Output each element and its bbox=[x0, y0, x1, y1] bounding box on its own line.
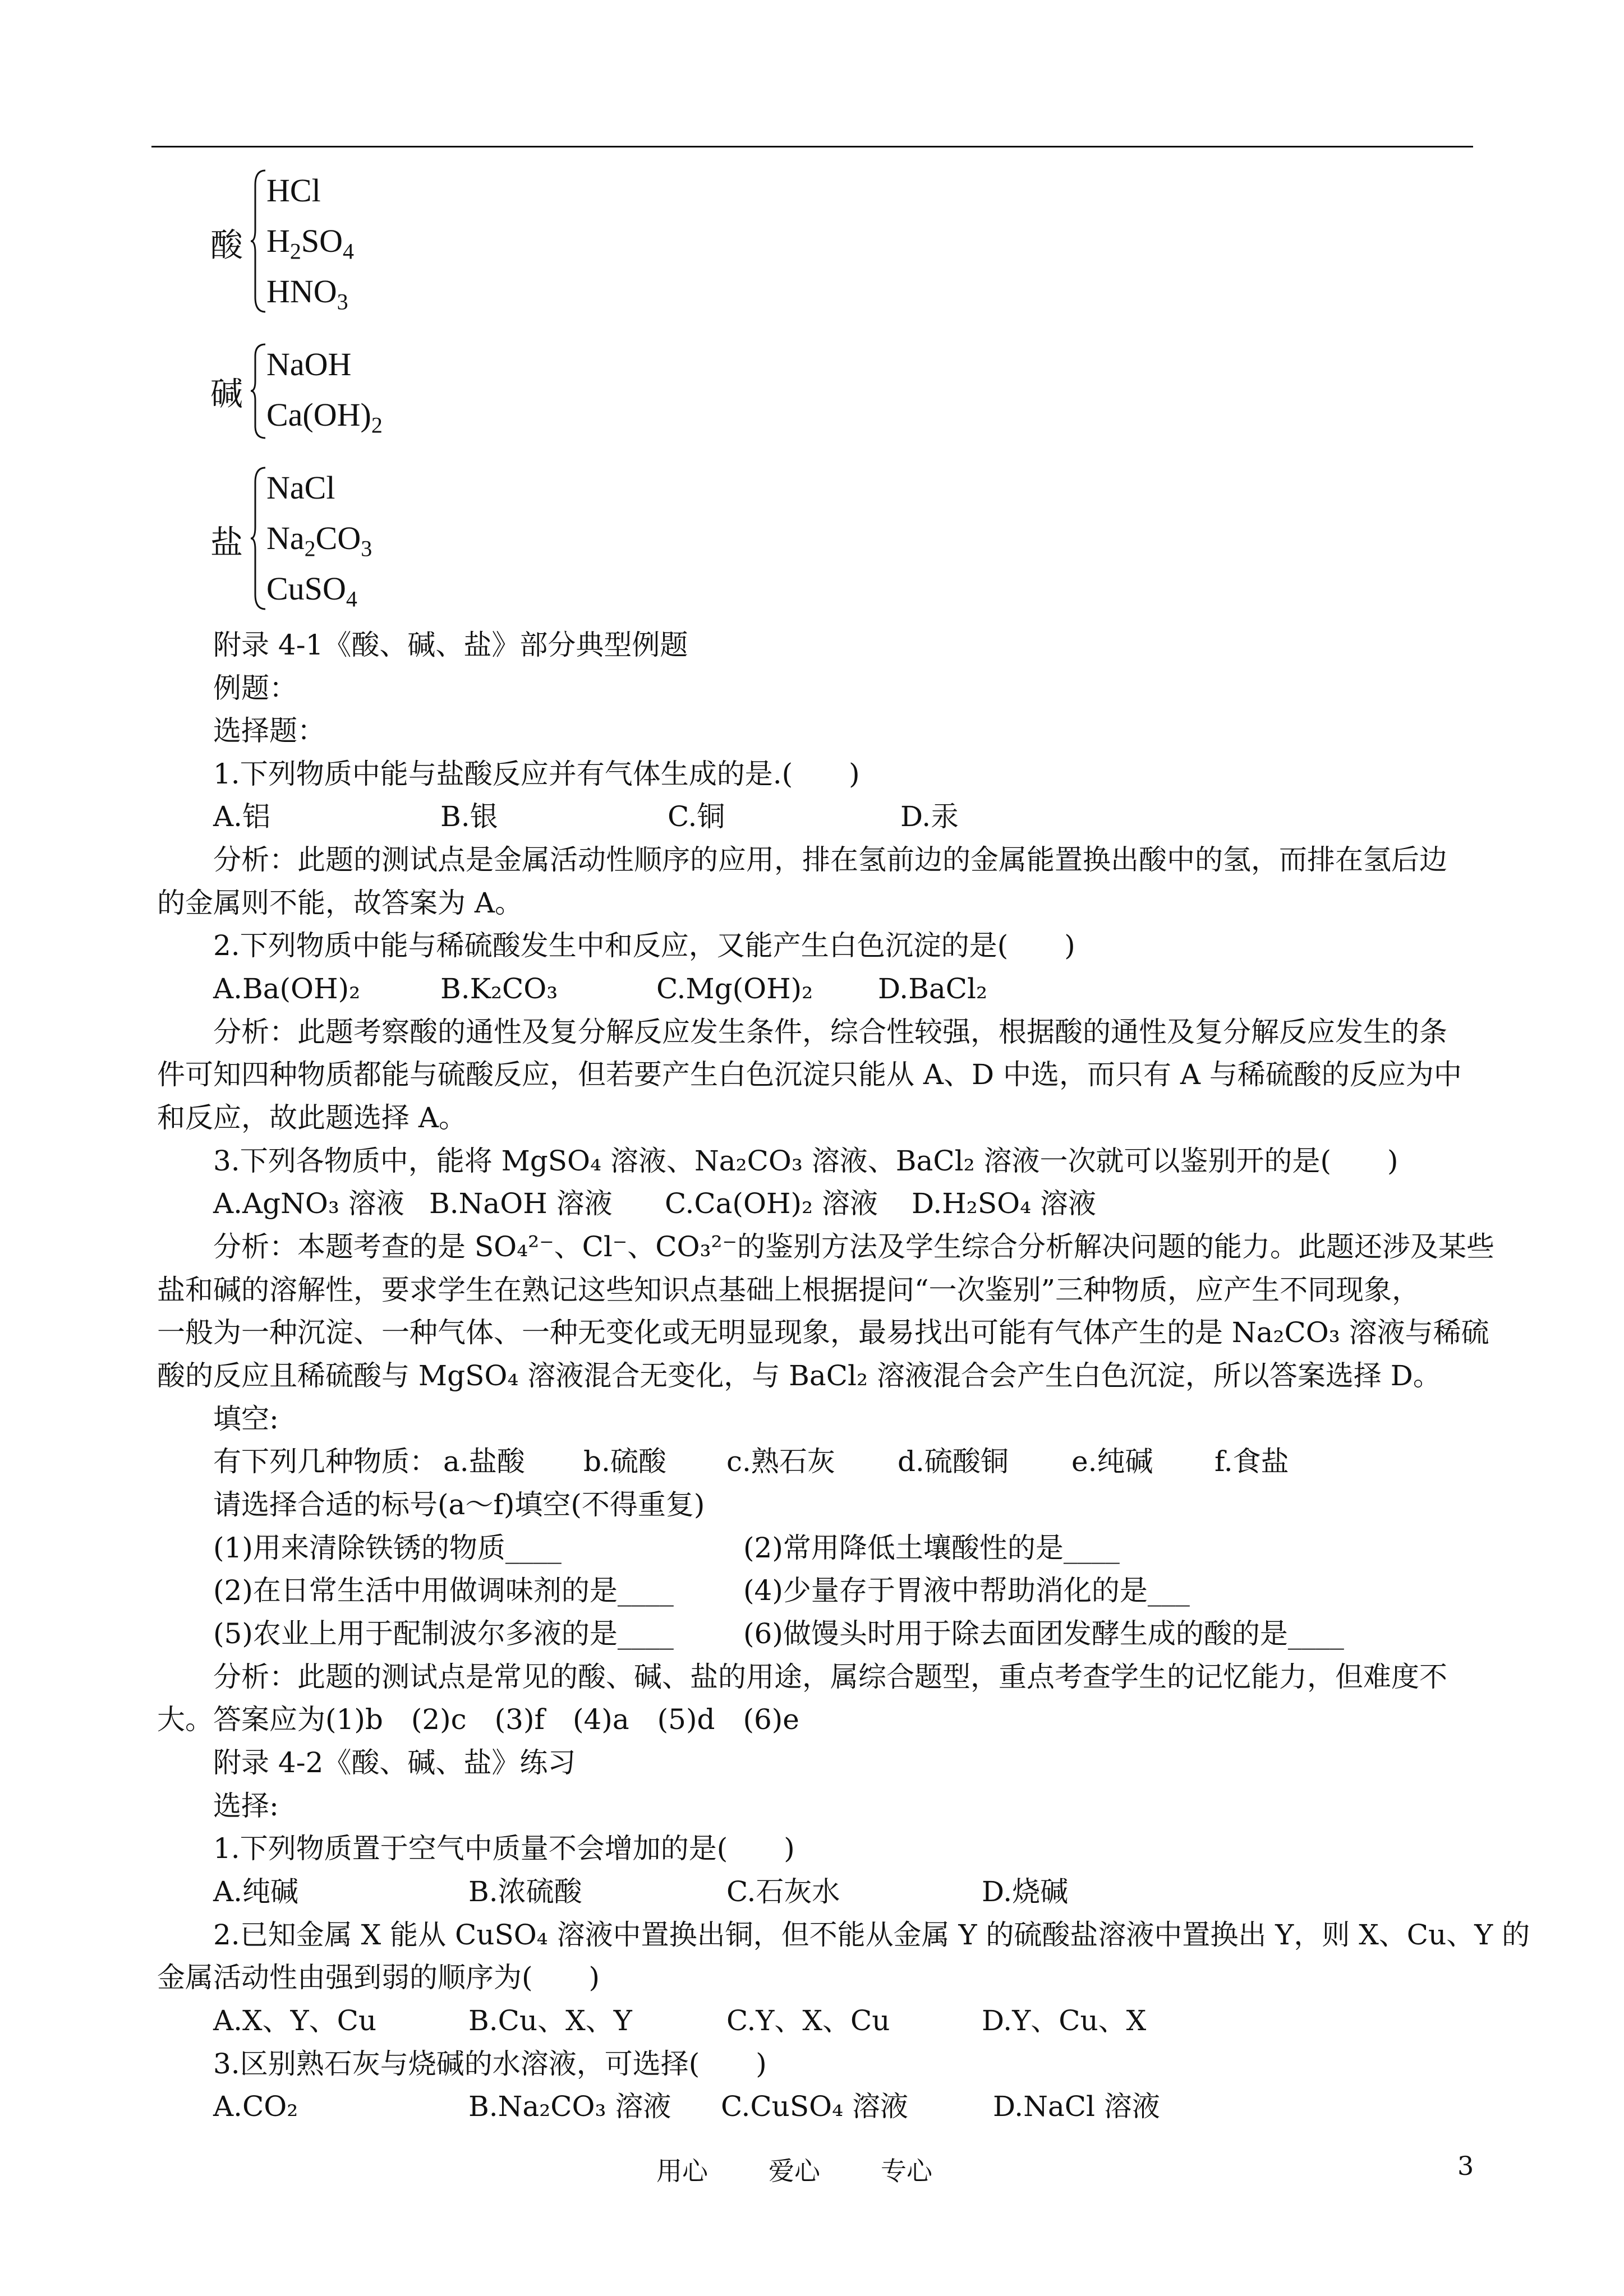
q3-option-d: D.H₂SO₄ 溶液 bbox=[912, 1187, 1097, 1220]
q2-option-b: B.K₂CO₃ bbox=[440, 972, 558, 1005]
p3-option-c: C.CuSO₄ 溶液 bbox=[721, 2090, 909, 2123]
p2-option-d: D.Y、Cu、X bbox=[982, 2004, 1147, 2037]
q3-analysis-line-4: 酸的反应且稀硫酸与 MgSO₄ 溶液混合无变化，与 BaCl₂ 溶液混合会产生白色沉淀，所以答案选择 D。 bbox=[157, 1359, 1441, 1392]
base-label: 碱 bbox=[210, 375, 243, 413]
page-number: 3 bbox=[1457, 2151, 1474, 2181]
fill-item-f: f.食盐 bbox=[1214, 1445, 1289, 1478]
footer-motto-1: 用心 bbox=[656, 2156, 708, 2186]
p2-option-a: A.X、Y、Cu bbox=[213, 2004, 377, 2037]
fill-item-d: d.硫酸铜 bbox=[898, 1445, 1009, 1478]
choice-heading: 选择题： bbox=[213, 714, 325, 747]
p1-option-d: D.烧碱 bbox=[982, 1875, 1069, 1908]
q1-option-b: B.银 bbox=[440, 800, 498, 833]
fill-question-3: (2)在日常生活中用做调味剂的是____ bbox=[213, 1574, 674, 1607]
acid-hno3: $HNO_3$ bbox=[266, 273, 348, 315]
fill-question-4: (4)少量存于胃液中帮助消化的是___ bbox=[743, 1574, 1190, 1607]
fill-item-b: b.硫酸 bbox=[583, 1445, 666, 1478]
fill-item-a: a.盐酸 bbox=[443, 1445, 525, 1478]
q2-option-d: D.BaCl₂ bbox=[878, 972, 988, 1005]
practice-question-2-line-2: 金属活动性由强到弱的顺序为( ) bbox=[157, 1961, 600, 1994]
fill-analysis-line-1: 分析：此题的测试点是常见的酸、碱、盐的用途，属综合题型，重点考查学生的记忆能力，但难度不 bbox=[213, 1661, 1447, 1693]
base-naoh: NaOH bbox=[266, 346, 352, 382]
q2-analysis-line-3: 和反应，故此题选择 A。 bbox=[157, 1101, 467, 1134]
footer-motto-2: 爱心 bbox=[769, 2156, 820, 2186]
footer-motto-3: 专心 bbox=[881, 2156, 932, 2186]
p1-option-a: A.纯碱 bbox=[213, 1875, 299, 1908]
question-2: 2.下列物质中能与稀硫酸发生中和反应，又能产生白色沉淀的是( ) bbox=[213, 929, 1075, 962]
q1-analysis-line-1: 分析：此题的测试点是金属活动性顺序的应用，排在氢前边的金属能置换出酸中的氢，而排在氢后边 bbox=[213, 843, 1447, 876]
acid-hcl: HCl bbox=[266, 172, 321, 209]
p1-option-b: B.浓硫酸 bbox=[468, 1875, 582, 1908]
appendix-heading-2: 附录 4-2《酸、碱、盐》练习 bbox=[213, 1746, 576, 1779]
header-rule bbox=[151, 146, 1473, 147]
base-caoh2: $Ca(OH)_2$ bbox=[266, 397, 383, 438]
p2-option-b: B.Cu、X、Y bbox=[468, 2004, 632, 2037]
appendix-heading-1: 附录 4-1《酸、碱、盐》部分典型例题 bbox=[213, 629, 688, 661]
fill-question-5: (5)农业上用于配制波尔多液的是____ bbox=[213, 1617, 674, 1650]
salt-label: 盐 bbox=[210, 523, 243, 561]
acid-h2so4: $H_2SO_4$ bbox=[266, 223, 355, 264]
q1-option-a: A.铝 bbox=[213, 800, 271, 833]
fill-question-2: (2)常用降低土壤酸性的是____ bbox=[743, 1532, 1120, 1564]
q2-option-c: C.Mg(OH)₂ bbox=[656, 972, 813, 1005]
fill-intro-label: 有下列几种物质： bbox=[213, 1445, 438, 1478]
practice-question-2-line-1: 2.已知金属 X 能从 CuSO₄ 溶液中置换出铜，但不能从金属 Y 的硫酸盐溶液中置换出 Y，则 X、Cu、Y 的 bbox=[213, 1919, 1530, 1951]
practice-question-1: 1.下列物质置于空气中质量不会增加的是( ) bbox=[213, 1832, 795, 1865]
q2-option-a: A.Ba(OH)₂ bbox=[213, 972, 361, 1005]
q3-analysis-line-2: 盐和碱的溶解性，要求学生在熟记这些知识点基础上根据提问“一次鉴别”三种物质，应产生不同现象， bbox=[157, 1274, 1420, 1306]
question-3: 3.下列各物质中，能将 MgSO₄ 溶液、Na₂CO₃ 溶液、BaCl₂ 溶液一次就可以鉴别开的是( ) bbox=[213, 1145, 1398, 1177]
p1-option-c: C.石灰水 bbox=[726, 1875, 840, 1908]
q1-analysis-line-2: 的金属则不能，故答案为 A。 bbox=[157, 887, 523, 919]
fill-item-e: e.纯碱 bbox=[1071, 1445, 1153, 1478]
q3-option-a: A.AgNO₃ 溶液 bbox=[213, 1187, 404, 1220]
q3-analysis-line-3: 一般为一种沉淀、一种气体、一种无变化或无明显现象，最易找出可能有气体产生的是 Na₂CO₃ 溶液与稀硫 bbox=[157, 1316, 1489, 1349]
left-brace-icon bbox=[250, 168, 266, 314]
left-brace-icon bbox=[250, 342, 266, 440]
q2-analysis-line-2: 件可知四种物质都能与硫酸反应，但若要产生白色沉淀只能从 A、D 中选，而只有 A 与稀硫酸的反应为中 bbox=[157, 1058, 1462, 1091]
fill-question-6: (6)做馒头时用于除去面团发酵生成的酸的是____ bbox=[743, 1617, 1344, 1650]
q2-analysis-line-1: 分析：此题考察酸的通性及复分解反应发生条件，综合性较强，根据酸的通性及复分解反应发生的条 bbox=[213, 1016, 1447, 1048]
fill-item-c: c.熟石灰 bbox=[726, 1445, 835, 1478]
p3-option-d: D.NaCl 溶液 bbox=[993, 2090, 1160, 2123]
fill-analysis-line-2: 大。答案应为(1)b (2)c (3)f (4)a (5)d (6)e bbox=[157, 1703, 799, 1736]
salt-cuso4: CuSO$_4$ bbox=[266, 570, 357, 612]
fill-question-1: (1)用来清除铁锈的物质____ bbox=[213, 1532, 562, 1564]
q1-option-c: C.铜 bbox=[668, 800, 725, 833]
acid-label: 酸 bbox=[210, 226, 243, 264]
examples-heading: 例题： bbox=[213, 672, 297, 704]
choice-heading-2: 选择: bbox=[213, 1790, 279, 1822]
p3-option-a: A.CO₂ bbox=[213, 2090, 298, 2123]
salt-na2co3: $Na_2CO_3$ bbox=[266, 520, 372, 561]
fill-heading: 填空: bbox=[213, 1403, 279, 1435]
practice-question-3: 3.区别熟石灰与烧碱的水溶液，可选择( ) bbox=[213, 2048, 767, 2080]
salt-nacl: NaCl bbox=[266, 469, 335, 506]
fill-instruction: 请选择合适的标号(a～f)填空(不得重复) bbox=[213, 1488, 705, 1521]
q3-option-b: B.NaOH 溶液 bbox=[429, 1187, 613, 1220]
question-1: 1.下列物质中能与盐酸反应并有气体生成的是.( ) bbox=[213, 758, 860, 790]
q3-analysis-line-1: 分析：本题考查的是 SO₄²⁻、Cl⁻、CO₃²⁻的鉴别方法及学生综合分析解决问题的能力。此题还涉及某些 bbox=[213, 1230, 1494, 1263]
p2-option-c: C.Y、X、Cu bbox=[726, 2004, 890, 2037]
p3-option-b: B.Na₂CO₃ 溶液 bbox=[468, 2090, 671, 2123]
q3-option-c: C.Ca(OH)₂ 溶液 bbox=[665, 1187, 878, 1220]
q1-option-d: D.汞 bbox=[900, 800, 959, 833]
left-brace-icon bbox=[250, 465, 266, 611]
